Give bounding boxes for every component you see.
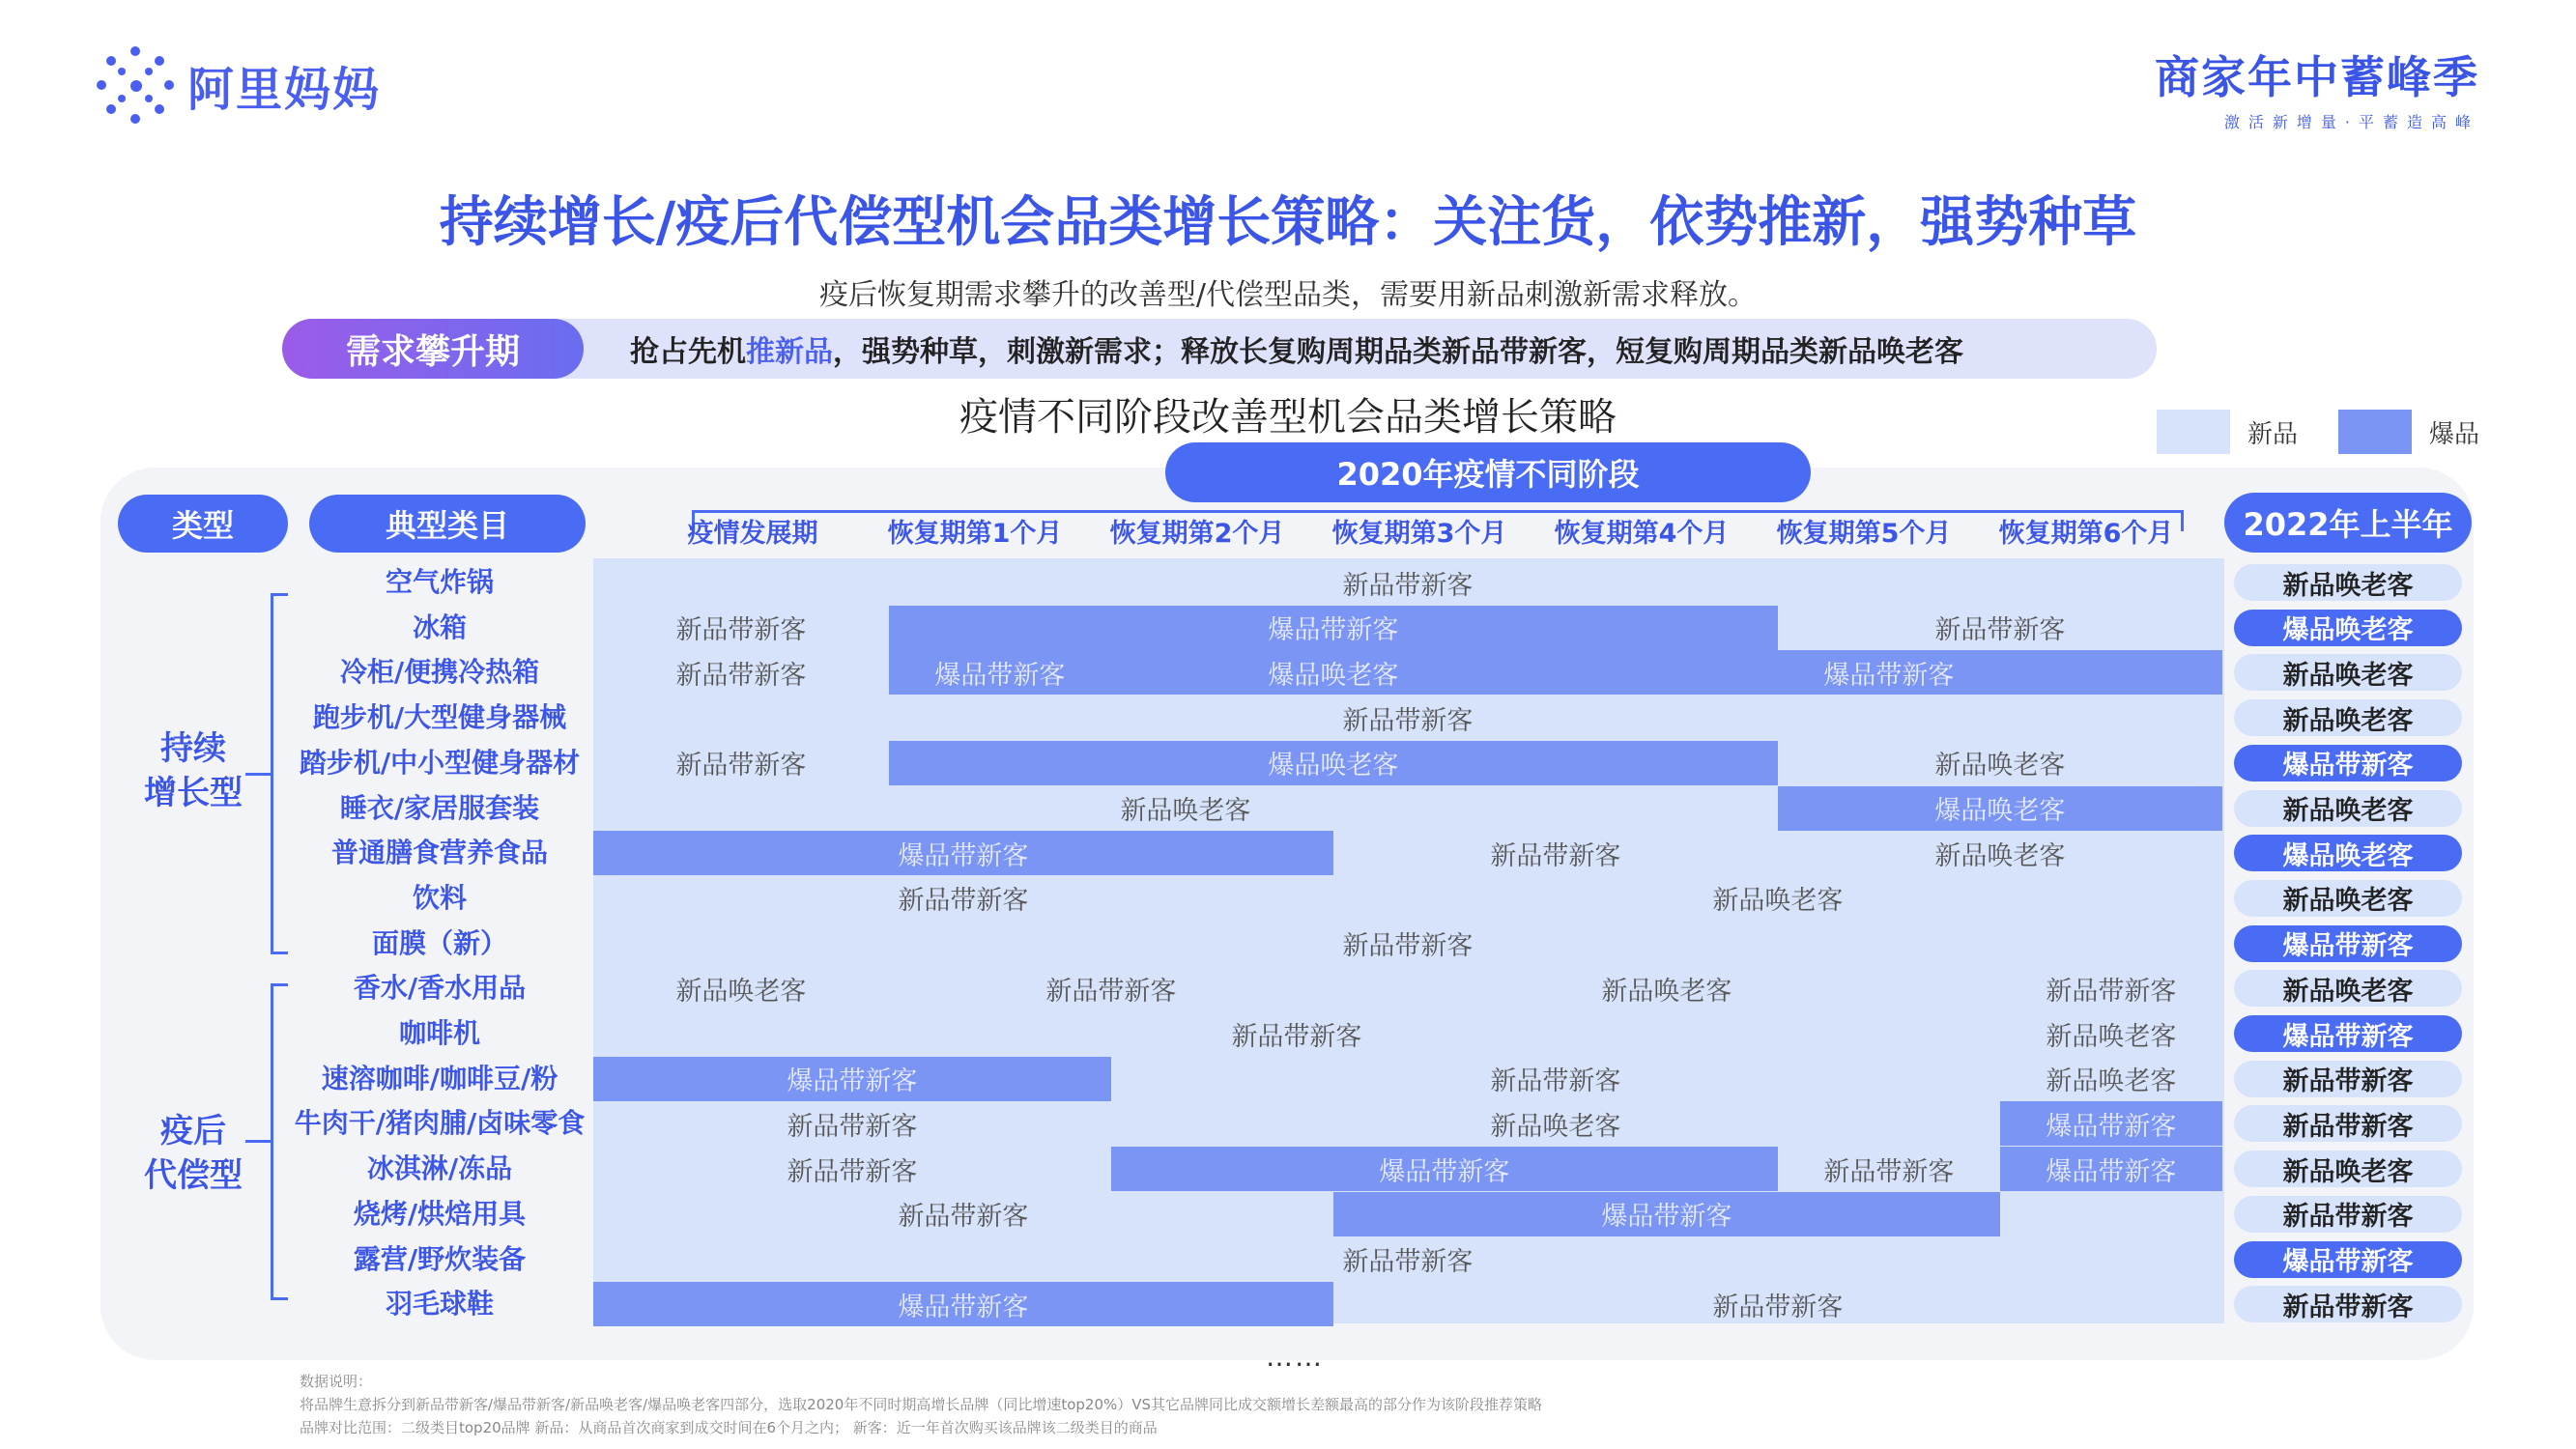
group-label-sustained (126, 726, 261, 815)
strategy-cell-hot: 爆品带新客 (593, 1282, 1333, 1326)
strategy-cell-new: 新品带新客 (1231, 1021, 1362, 1052)
phase-header: 恢复期第6个月 (1998, 519, 2174, 549)
h2022-strategy-badge: 新品唤老客 (2234, 970, 2462, 1007)
phase-header: 恢复期第1个月 (887, 519, 1063, 549)
category-label: 面膜（新） (371, 926, 507, 959)
category-label: 冰淇淋/冻品 (366, 1152, 513, 1185)
alimama-logo (97, 46, 381, 124)
strategy-cell-new: 新品带新客 (787, 1156, 918, 1187)
strategy-cell-new: 新品带新客 (2046, 976, 2177, 1007)
strategy-cell-new: 新品带新客 (1934, 615, 2066, 646)
col-header-type: 类型 (118, 495, 288, 553)
strategy-cell-new: 新品带新客 (1342, 705, 1474, 736)
h2022-strategy-badge: 新品带新客 (2234, 1061, 2462, 1097)
stage-title-pill: 2020年疫情不同阶段 (1165, 442, 1811, 502)
strategy-cell-new: 新品唤老客 (1934, 840, 2066, 871)
ellipsis: …… (1266, 1341, 1324, 1373)
category-label: 牛肉干/猪肉脯/卤味零食 (294, 1107, 586, 1140)
group-label-line: 持续 (160, 729, 226, 768)
phase-header: 恢复期第2个月 (1109, 519, 1285, 549)
strategy-cell-new: 新品带新客 (1823, 1156, 1955, 1187)
strategy-cell-new: 新品带新客 (1045, 976, 1177, 1007)
strategy-cell-new: 新品带新客 (675, 751, 807, 781)
strategy-cell-new: 新品带新客 (1342, 1247, 1474, 1277)
col-header-category: 典型类目 (309, 495, 586, 553)
group-label-line: 疫后 (160, 1112, 226, 1151)
category-label: 睡衣/家居服套装 (339, 791, 540, 824)
h2022-strategy-badge: 新品唤老客 (2234, 1151, 2462, 1187)
category-label: 露营/野炊装备 (353, 1242, 527, 1275)
group-label-compensatory (126, 1109, 261, 1198)
brand-title: 商家年中蓄峰季 (2155, 51, 2479, 103)
h2022-strategy-badge: 爆品带新客 (2234, 1241, 2462, 1278)
strategy-cell-new: 新品带新客 (675, 660, 807, 691)
strategy-cell-new: 新品带新客 (898, 1202, 1029, 1233)
strategy-cell-new: 新品唤老客 (1490, 1111, 1621, 1142)
h2022-strategy-badge: 爆品带新客 (2234, 925, 2462, 962)
note-line: 将品牌生意拆分到新品带新客/爆品带新客/新品唤老客/爆品唤老客四部分，选取2020年不同时期高增长品牌（同比增速top20%）VS其它品牌同比成交额增长差额最高的部分作为该阶段推荐策略 (300, 1396, 1543, 1413)
category-label: 普通膳食营养食品 (330, 837, 548, 869)
strategy-cell-new: 新品唤老客 (2046, 1066, 2177, 1097)
col-header-2022: 2022年上半年 (2224, 493, 2472, 553)
strategy-cell-new: 新品带新客 (1490, 840, 1621, 871)
strategy-cell-new: 新品带新客 (675, 615, 807, 646)
category-label: 速溶咖啡/咖啡豆/粉 (321, 1062, 558, 1094)
banner-text-highlight: 推新品 (746, 335, 833, 369)
strategy-cell-hot: 爆品带新客 (593, 1057, 1111, 1101)
strategy-cell-hot: 爆品带新客 (2000, 1101, 2222, 1146)
strategy-cell-new: 新品带新客 (1342, 570, 1474, 601)
h2022-strategy-badge: 爆品带新客 (2234, 745, 2462, 781)
strategy-cell-new: 新品带新客 (1712, 1292, 1844, 1322)
strategy-cell-hot: 爆品带新客 (2000, 1147, 2222, 1191)
group-label-line: 增长型 (144, 774, 243, 812)
strategy-cell-hot: 爆品带新客 (593, 831, 1333, 875)
strategy-cell-hot: 爆品带新客 (1556, 650, 2222, 695)
group-label-line: 代偿型 (144, 1156, 243, 1195)
strategy-cell-hot: 爆品带新客 (889, 650, 1111, 695)
page-title: 持续增长/疫后代偿型机会品类增长策略：关注货，依势推新，强势种草 (439, 191, 2137, 254)
logo-dots-icon (97, 46, 174, 124)
banner-text (630, 319, 1963, 379)
phase-header: 恢复期第5个月 (1776, 519, 1952, 549)
strategy-cell-new: 新品唤老客 (1601, 976, 1732, 1007)
strategy-cell-new: 新品唤老客 (1934, 751, 2066, 781)
banner-text-pre: 抢占先机 (630, 335, 746, 369)
phase-header: 疫情发展期 (687, 519, 818, 549)
category-label: 空气炸锅 (385, 566, 494, 598)
strategy-cell-new: 新品唤老客 (1120, 796, 1251, 826)
strategy-cell-new: 新品带新客 (1490, 1066, 1621, 1097)
h2022-strategy-badge: 爆品带新客 (2234, 1015, 2462, 1052)
category-label: 冷柜/便携冷热箱 (339, 656, 540, 689)
strategy-cell-hot: 爆品带新客 (1111, 1147, 1778, 1191)
strategy-cell-hot: 爆品带新客 (1333, 1192, 2000, 1236)
h2022-strategy-badge: 新品唤老客 (2234, 699, 2462, 736)
phase-header: 恢复期第4个月 (1554, 519, 1730, 549)
h2022-strategy-badge: 新品唤老客 (2234, 564, 2462, 601)
category-label: 踏步机/中小型健身器材 (299, 746, 581, 779)
legend (2157, 410, 2479, 454)
strategy-cell-new: 新品唤老客 (1712, 886, 1844, 917)
strategy-cell-new: 新品带新客 (898, 886, 1029, 917)
strategy-cell-hot: 爆品唤老客 (1111, 650, 1556, 695)
brand-subtitle: 激活新增量·平蓄造高峰 (2223, 113, 2479, 131)
h2022-strategy-badge: 爆品唤老客 (2234, 835, 2462, 871)
page-subtitle: 疫后恢复期需求攀升的改善型/代偿型品类，需要用新品刺激新需求释放。 (818, 278, 1758, 312)
strategy-cell-new: 新品唤老客 (675, 976, 807, 1007)
strategy-cell-new: 新品带新客 (787, 1111, 918, 1142)
h2022-strategy-badge: 新品带新客 (2234, 1286, 2462, 1322)
category-label: 跑步机/大型健身器械 (312, 701, 567, 734)
chart-title: 疫情不同阶段改善型机会品类增长策略 (959, 395, 1617, 440)
h2022-strategy-badge: 新品带新客 (2234, 1105, 2462, 1142)
h2022-strategy-badge: 新品唤老客 (2234, 790, 2462, 827)
group-brace-tick (245, 1140, 271, 1143)
category-label: 冰箱 (412, 611, 467, 643)
legend-swatch-hot (2338, 410, 2412, 454)
legend-label-new: 新品 (2247, 419, 2298, 449)
logo-text: 阿里妈妈 (187, 62, 382, 117)
banner-text-post: ，强势种草，刺激新需求；释放长复购周期品类新品带新客，短复购周期品类新品唤老客 (833, 335, 1963, 369)
h2022-strategy-badge: 新品唤老客 (2234, 880, 2462, 917)
category-label: 饮料 (412, 881, 467, 914)
h2022-strategy-badge: 爆品唤老客 (2234, 610, 2462, 646)
group-brace-tick (245, 773, 271, 776)
strategy-cell-hot: 爆品唤老客 (1778, 786, 2222, 831)
note-line: 品牌对比范围：二级类目top20品牌 新品：从商品首次商家到成交时间在6个月之内； 新客：近一年首次购买该品牌该二级类目的商品 (300, 1419, 1158, 1436)
event-brand (2155, 43, 2479, 132)
h2022-strategy-badge: 新品唤老客 (2234, 654, 2462, 691)
banner-tag: 需求攀升期 (282, 319, 584, 379)
legend-swatch-new (2157, 410, 2230, 454)
h2022-strategy-badge: 新品带新客 (2234, 1196, 2462, 1233)
data-notes (300, 1370, 1542, 1439)
note-line: 数据说明： (300, 1373, 373, 1390)
legend-label-hot: 爆品 (2428, 419, 2479, 449)
phase-header: 恢复期第3个月 (1331, 519, 1507, 549)
category-label: 咖啡机 (398, 1017, 480, 1049)
category-label: 烧烤/烘焙用具 (353, 1197, 527, 1230)
strategy-cell-hot: 爆品带新客 (889, 606, 1778, 650)
strategy-cell-new (2000, 1192, 2222, 1236)
strategy-banner (282, 319, 2157, 379)
strategy-cell-new: 新品带新客 (1342, 931, 1474, 962)
strategy-cell-hot: 爆品唤老客 (889, 741, 1778, 785)
category-label: 香水/香水用品 (353, 972, 527, 1005)
strategy-cell-new: 新品唤老客 (2046, 1021, 2177, 1052)
category-label: 羽毛球鞋 (385, 1288, 494, 1321)
